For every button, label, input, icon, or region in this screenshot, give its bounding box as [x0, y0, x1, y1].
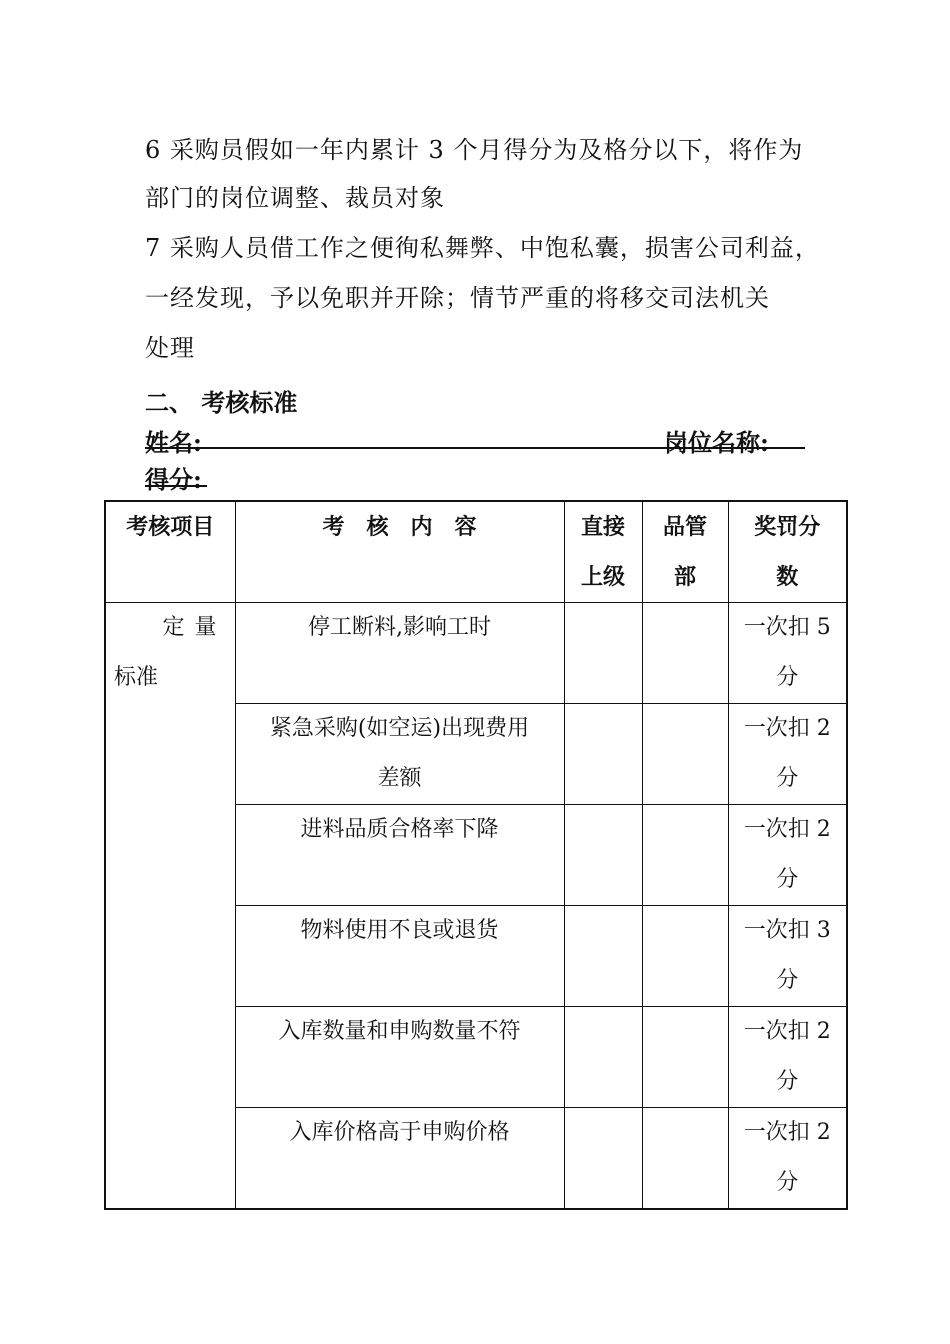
content-line-1: 物料使用不良或退货: [300, 918, 499, 943]
qc-cell: [642, 704, 728, 805]
header-item: [105, 501, 235, 603]
name-label: 姓名:: [145, 428, 202, 457]
score-underline: [145, 459, 207, 487]
score-cell: [728, 1007, 847, 1108]
category-line-2: 标准: [114, 665, 159, 690]
table-header-row: [105, 501, 847, 603]
supervisor-cell: [564, 704, 642, 805]
supervisor-cell: [564, 1007, 642, 1108]
qc-cell: [642, 1007, 728, 1108]
content-cell: [235, 906, 564, 1007]
score-line-1: 一次扣 2: [743, 1120, 831, 1145]
category-line-1: 定量: [162, 615, 227, 640]
header-content: [235, 501, 564, 603]
paragraph-6-line-1: 6 采购员假如一年内累计 3 个月得分为及格分以下，将作为: [145, 136, 804, 164]
paragraph-7-line-3: 处理: [145, 334, 195, 362]
score-line-2: 分: [776, 1170, 799, 1195]
score-cell: [728, 704, 847, 805]
content-line-1: 紧急采购(如空运)出现费用: [269, 716, 530, 741]
score-line-2: 分: [776, 968, 799, 993]
supervisor-cell: [564, 805, 642, 906]
content-cell: [235, 603, 564, 704]
content-line-2: 差额: [377, 766, 422, 791]
score-line-2: 分: [776, 665, 799, 690]
content-line-1: 进料品质合格率下降: [300, 817, 499, 842]
qc-cell: [642, 1108, 728, 1210]
content-line-1: 停工断料,影响工时: [308, 615, 491, 640]
score-cell: [728, 603, 847, 704]
header-supervisor-line-2: 上级: [580, 564, 625, 590]
content-cell: [235, 1108, 564, 1210]
score-label: 得分:: [145, 465, 202, 494]
header-supervisor: [564, 501, 642, 603]
assessment-table: [104, 500, 848, 1210]
position-label: 岗位名称:: [664, 428, 769, 457]
table-row: [105, 603, 847, 704]
header-qc: [642, 501, 728, 603]
score-line-1: 一次扣 5: [743, 615, 831, 640]
header-score: [728, 501, 847, 603]
header-content-label: 考 核 内 容: [322, 514, 477, 540]
score-line-1: 一次扣 2: [743, 817, 831, 842]
content-line-1: 入库价格高于申购价格: [289, 1120, 510, 1145]
supervisor-cell: [564, 906, 642, 1007]
score-line-1: 一次扣 2: [743, 1019, 831, 1044]
header-supervisor-line-1: 直接: [580, 514, 625, 540]
qc-cell: [642, 906, 728, 1007]
score-line-1: 一次扣 2: [743, 716, 831, 741]
paragraph-6-line-2: 部门的岗位调整、裁员对象: [145, 184, 445, 212]
content-line-1: 入库数量和申购数量不符: [278, 1019, 521, 1044]
header-score-line-2: 数: [776, 564, 799, 590]
paragraph-7-line-1: 7 采购人员借工作之便徇私舞弊、中饱私囊，损害公司利益，: [145, 234, 820, 262]
header-item-label: 考核项目: [126, 514, 215, 540]
header-score-line-1: 奖罚分: [754, 514, 821, 540]
supervisor-cell: [564, 603, 642, 704]
score-line-2: 分: [776, 766, 799, 791]
supervisor-cell: [564, 1108, 642, 1210]
content-cell: [235, 704, 564, 805]
content-cell: [235, 1007, 564, 1108]
header-qc-line-2: 部: [673, 564, 696, 590]
qc-cell: [642, 603, 728, 704]
score-cell: [728, 805, 847, 906]
score-cell: [728, 1108, 847, 1210]
score-cell: [728, 906, 847, 1007]
section-heading: 二、 考核标准: [145, 388, 298, 417]
score-line-2: 分: [776, 1069, 799, 1094]
score-line-2: 分: [776, 867, 799, 892]
score-line-1: 一次扣 3: [743, 918, 831, 943]
content-cell: [235, 805, 564, 906]
qc-cell: [642, 805, 728, 906]
category-cell: [105, 603, 235, 1210]
paragraph-7-line-2: 一经发现，予以免职并开除；情节严重的将移交司法机关: [145, 284, 770, 312]
header-qc-line-1: 品管: [662, 514, 707, 540]
